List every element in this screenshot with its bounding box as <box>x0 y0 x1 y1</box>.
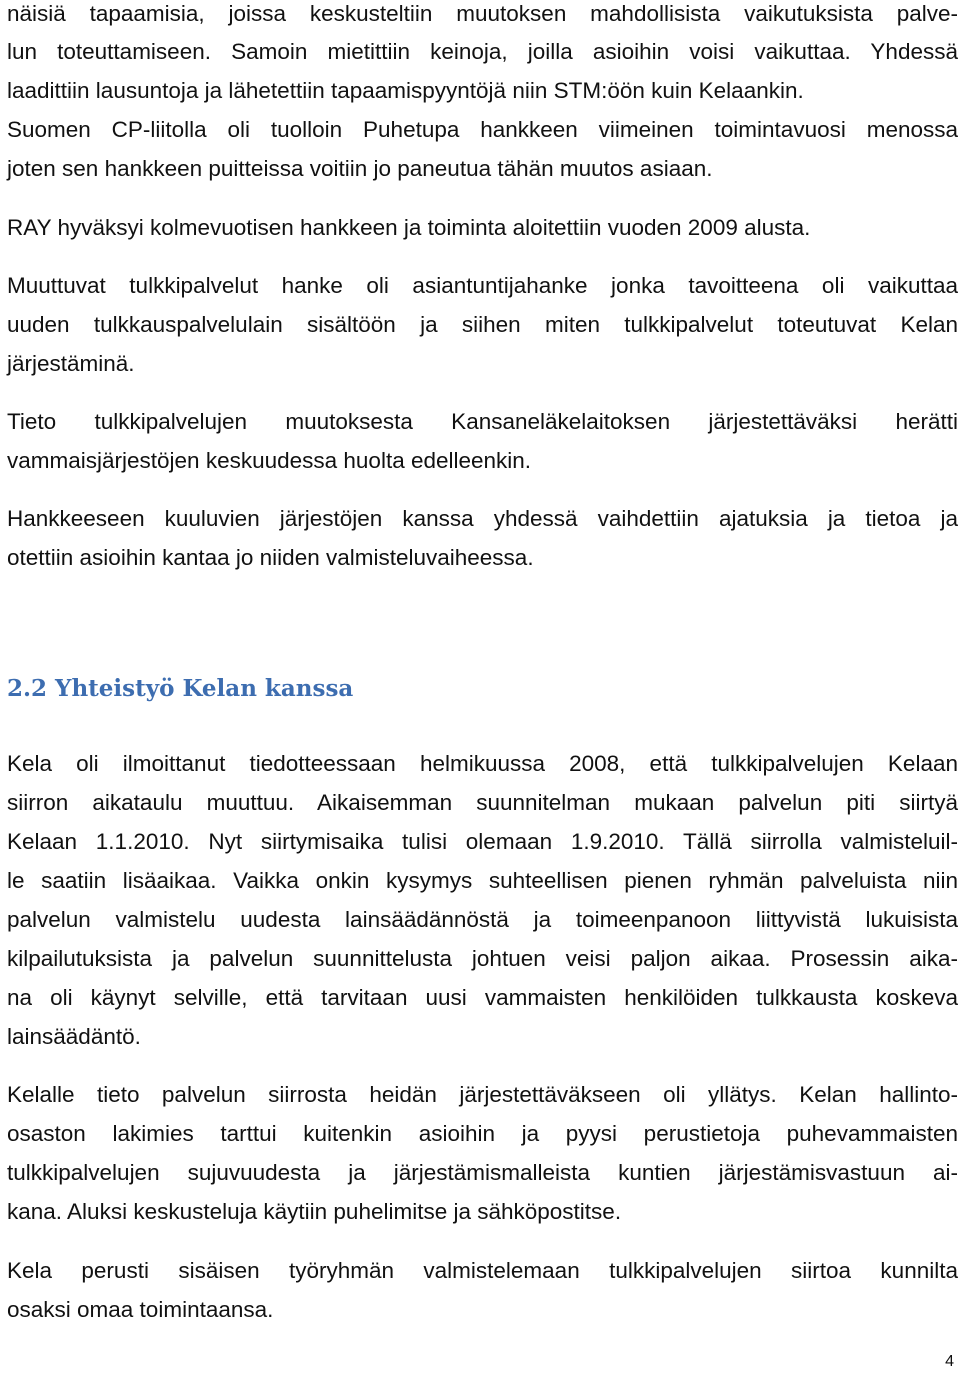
paragraph-line: siirron aikataulu muuttuu. Aikaisemman suunnitelman mukaan palvelun piti siirtyä <box>7 790 958 815</box>
paragraph-line: Suomen CP-liitolla oli tuolloin Puhetupa hankkeen viimeinen toimintavuosi menossa <box>7 117 958 142</box>
paragraph-line: lun toteuttamiseen. Samoin mietittiin keinoja, joilla asioihin voisi vaikuttaa. Yhdessä <box>7 39 958 64</box>
page-number: 4 <box>945 1353 954 1370</box>
paragraph-line: Kela oli ilmoittanut tiedotteessaan helmikuussa 2008, että tulkkipalvelujen Kelaan <box>7 751 958 776</box>
paragraph-line: vammaisjärjestöjen keskuudessa huolta edelleenkin. <box>7 448 532 473</box>
paragraph-line: lainsäädäntö. <box>7 1024 141 1049</box>
paragraph-line: joten sen hankkeen puitteissa voitiin jo paneutua tähän muutos asiaan. <box>7 156 713 181</box>
paragraph-line: uuden tulkkauspalvelulain sisältöön ja siihen miten tulkkipalvelut toteutuvat Kelan <box>7 312 958 337</box>
paragraph-line: osaston lakimies tarttui kuitenkin asioihin ja pyysi perustietoja puhevammaisten <box>7 1121 958 1146</box>
paragraph-line: Kelalle tieto palvelun siirrosta heidän järjestettäväkseen oli yllätys. Kelan hallinto- <box>7 1082 958 1107</box>
paragraph-line: le saatiin lisäaikaa. Vaikka onkin kysymys suhteellisen pienen ryhmän palveluista niin <box>7 868 958 893</box>
paragraph-line: kana. Aluksi keskusteluja käytiin puhelimitse ja sähköpostitse. <box>7 1199 622 1224</box>
paragraph-line: Tieto tulkkipalvelujen muutoksesta Kansaneläkelaitoksen järjestettäväksi herätti <box>7 409 958 434</box>
paragraph-line: RAY hyväksyi kolmevuotisen hankkeen ja toiminta aloitettiin vuoden 2009 alusta. <box>7 215 811 240</box>
paragraph-line: kilpailutuksista ja palvelun suunnittelusta johtuen veisi paljon aikaa. Prosessin aika- <box>7 946 958 971</box>
paragraph-line: laadittiin lausuntoja ja lähetettiin tapaamispyyntöjä niin STM:öön kuin Kelaankin. <box>7 78 804 103</box>
paragraph-line: otettiin asioihin kantaa jo niiden valmisteluvaiheessa. <box>7 545 534 570</box>
paragraph-line: Kelaan 1.1.2010. Nyt siirtymisaika tulisi olemaan 1.9.2010. Tällä siirrolla valmisteluil- <box>7 829 958 854</box>
paragraph-line: na oli käynyt selville, että tarvitaan uusi vammaisten henkilöiden tulkkausta koskeva <box>7 985 958 1010</box>
paragraph-line: Hankkeeseen kuuluvien järjestöjen kanssa yhdessä vaihdettiin ajatuksia ja tietoa ja <box>7 506 958 531</box>
paragraph-line: järjestäminä. <box>7 351 135 376</box>
paragraph-line: Kela perusti sisäisen työryhmän valmistelemaan tulkkipalvelujen siirtoa kunnilta <box>7 1258 958 1283</box>
section-heading: 2.2 Yhteistyö Kelan kanssa <box>7 675 354 703</box>
paragraph-line: näisiä tapaamisia, joissa keskusteltiin muutoksen mahdollisista vaikutuksista palve- <box>7 1 958 26</box>
paragraph-line: osaksi omaa toimintaansa. <box>7 1297 274 1322</box>
paragraph-line: palvelun valmistelu uudesta lainsäädännöstä ja toimeenpanoon liittyvistä lukuisista <box>7 907 958 932</box>
paragraph-line: tulkkipalvelujen sujuvuudesta ja järjestämismalleista kuntien järjestämisvastuun ai- <box>7 1160 958 1185</box>
paragraph-line: Muuttuvat tulkkipalvelut hanke oli asiantuntijahanke jonka tavoitteena oli vaikuttaa <box>7 273 958 298</box>
